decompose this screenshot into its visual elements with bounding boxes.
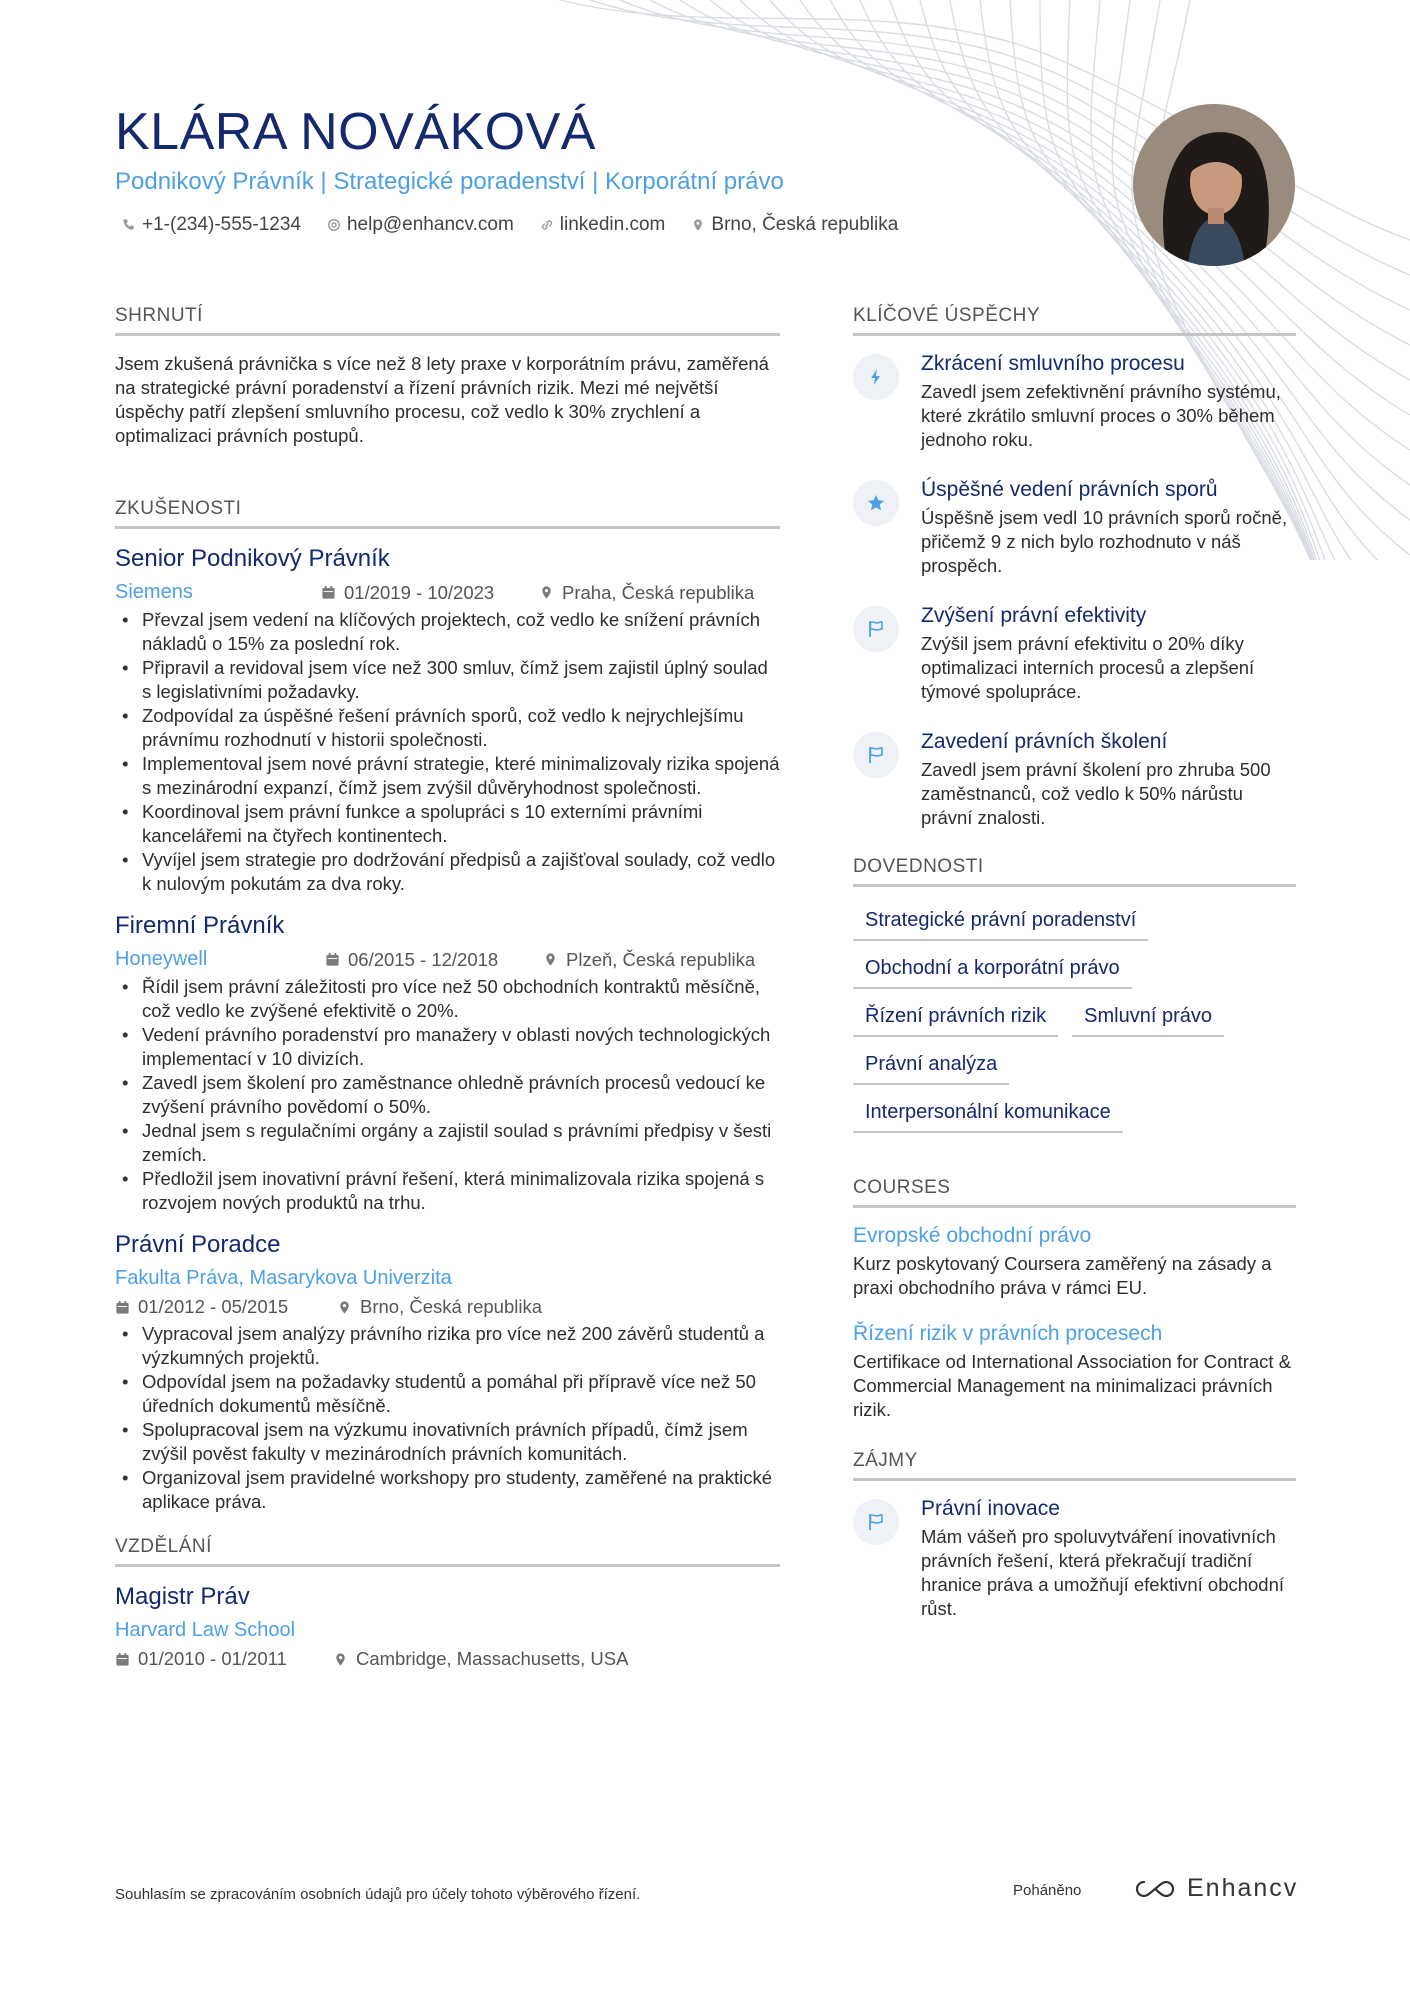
summary-text: Jsem zkušená právnička s více než 8 lety praxe v korporátním právu, zaměřená na strategické právní poradenství a řízení právních rizik. Mezi mé největší úspěchy patří zlepšení smluvního procesu, což vedlo k 30% zrychlení a optimalizaci právních postupů. bbox=[115, 353, 769, 446]
interest-title: Právní inovace bbox=[921, 1497, 1060, 1520]
job-location bbox=[337, 1296, 542, 1318]
job-bullet: • Předložil jsem inovativní právní řešení, která minimalizovala rizika spojená s rozvojem nových produktů na trhu. bbox=[115, 1167, 780, 1215]
course-desc: Kurz poskytovaný Coursera zaměřený na zásady a praxi obchodního práva v rámci EU. bbox=[853, 1253, 1272, 1298]
calendar-icon bbox=[115, 1300, 130, 1315]
infinity-logo-icon bbox=[1133, 1878, 1177, 1900]
job-meta bbox=[115, 1296, 780, 1318]
job-dates bbox=[115, 1296, 337, 1318]
profile-photo bbox=[1133, 104, 1295, 266]
job-bullet: • Jednal jsem s regulačními orgány a zajistil soulad s právními předpisy v šesti zemích. bbox=[115, 1119, 780, 1167]
job-entry bbox=[115, 912, 780, 1215]
job-bullet: • Zavedl jsem školení pro zaměstnance ohledně právních procesů vedoucí ke zvýšení právního povědomí o 50%. bbox=[115, 1071, 780, 1119]
calendar-icon bbox=[325, 952, 340, 967]
powered-by-label: Poháněno bbox=[1013, 1882, 1082, 1899]
achievement-item bbox=[853, 352, 1296, 452]
achievements-heading: KLÍČOVÉ ÚSPĚCHY bbox=[853, 305, 1296, 336]
email-text: help@enhancv.com bbox=[346, 214, 514, 235]
skill-tag: Obchodní a korporátní právo bbox=[853, 951, 1132, 989]
achievement-title: Úspěšné vedení právních sporů bbox=[921, 478, 1218, 501]
achievement-icon-wrap bbox=[853, 606, 899, 652]
bolt-icon bbox=[866, 367, 886, 387]
at-icon bbox=[327, 218, 341, 232]
job-location-text: Praha, Česká republika bbox=[562, 581, 755, 603]
job-bullet: • Spolupracoval jsem na výzkumu inovativních právních případů, čímž jsem zvýšil pověst fakulty v mezinárodních právních komunitách. bbox=[115, 1418, 780, 1466]
portrait-avatar bbox=[1133, 104, 1295, 266]
job-location bbox=[543, 949, 755, 971]
location-pin-icon bbox=[691, 218, 705, 232]
candidate-name: KLÁRA NOVÁKOVÁ bbox=[115, 103, 596, 161]
job-bullet: • Organizoval jsem pravidelné workshopy pro studenty, zaměřené na praktické aplikace práva. bbox=[115, 1466, 780, 1514]
flag-icon bbox=[866, 745, 886, 765]
achievement-icon-wrap bbox=[853, 732, 899, 778]
job-title: Senior Podnikový Právník bbox=[115, 545, 390, 572]
education-dates-text: 01/2010 - 01/2011 bbox=[138, 1648, 287, 1669]
interest-desc: Mám vášeň pro spoluvytváření inovativních právních řešení, která překračují tradiční hranice práva a umožňují efektivní obchodní růst. bbox=[921, 1526, 1285, 1619]
courses-heading: COURSES bbox=[853, 1177, 1296, 1208]
job-dates bbox=[325, 949, 543, 971]
achievement-desc: Zavedl jsem zefektivnění právního systému, které zkrátilo smluvní proces o 30% během jednoho roku. bbox=[921, 381, 1281, 450]
right-column bbox=[853, 305, 1296, 1647]
skills-heading: DOVEDNOSTI bbox=[853, 856, 1296, 887]
job-company: Fakulta Práva, Masarykova Univerzita bbox=[115, 1267, 452, 1289]
job-bullets bbox=[115, 608, 780, 896]
job-title: Právní Poradce bbox=[115, 1231, 281, 1258]
job-meta bbox=[115, 948, 780, 971]
location-pin-icon bbox=[543, 952, 558, 967]
job-dates-text: 06/2015 - 12/2018 bbox=[348, 948, 499, 970]
skills-list bbox=[853, 903, 1296, 1133]
skills-section bbox=[853, 856, 1296, 1133]
job-title: Firemní Právník bbox=[115, 912, 285, 939]
location-pin-icon bbox=[337, 1300, 352, 1315]
job-company: Siemens bbox=[115, 581, 193, 603]
job-bullet: • Řídil jsem právní záležitosti pro více než 50 obchodních kontraktů měsíčně, což vedlo ke zvýšené efektivitě o 20%. bbox=[115, 975, 780, 1023]
job-meta bbox=[115, 581, 780, 604]
job-bullet: • Implementoval jsem nové právní strategie, které minimalizovaly rizika spojená s mezinárodní expanzí, čímž jsem zvýšil důvěryhodnost společnosti. bbox=[115, 752, 780, 800]
skill-tag: Řízení právních rizik bbox=[853, 999, 1058, 1037]
star-icon bbox=[866, 493, 886, 513]
education-heading: VZDĚLÁNÍ bbox=[115, 1536, 780, 1567]
education-location-text: Cambridge, Massachusetts, USA bbox=[356, 1648, 629, 1669]
job-entry bbox=[115, 545, 780, 896]
achievement-item bbox=[853, 730, 1296, 830]
summary-heading: SHRNUTÍ bbox=[115, 305, 780, 336]
contact-linkedin[interactable] bbox=[540, 214, 666, 236]
experience-section bbox=[115, 498, 780, 1514]
education-school: Harvard Law School bbox=[115, 1619, 296, 1641]
job-bullet: • Vypracoval jsem analýzy právního rizika pro více než 200 závěrů studentů a výzkumných projektů. bbox=[115, 1322, 780, 1370]
brand-name: Enhancv bbox=[1187, 1874, 1299, 1902]
experience-heading: ZKUŠENOSTI bbox=[115, 498, 780, 529]
job-dates-text: 01/2012 - 05/2015 bbox=[138, 1296, 289, 1317]
interests-heading: ZÁJMY bbox=[853, 1450, 1296, 1481]
contact-bar bbox=[122, 214, 898, 236]
achievement-title: Zvýšení právní efektivity bbox=[921, 604, 1147, 627]
job-bullet: • Koordinoval jsem právní funkce a spolupráci s 10 externími právními kancelářemi na čtyřech kontinentech. bbox=[115, 800, 780, 848]
achievements-section bbox=[853, 305, 1296, 830]
achievement-title: Zkrácení smluvního procesu bbox=[921, 352, 1185, 375]
skill-tag: Smluvní právo bbox=[1072, 999, 1224, 1037]
consent-note: Souhlasím se zpracováním osobních údajů pro účely tohoto výběrového řízení. bbox=[115, 1886, 641, 1903]
candidate-headline: Podnikový Právník | Strategické poradenství | Korporátní právo bbox=[115, 168, 784, 195]
job-bullets bbox=[115, 1322, 780, 1514]
job-location bbox=[539, 582, 754, 604]
phone-text: +1-(234)-555-1234 bbox=[142, 214, 301, 235]
job-bullet: • Zodpovídal za úspěšné řešení právních sporů, což vedlo k nejrychlejšímu právnímu rozhodnutí v historii společnosti. bbox=[115, 704, 780, 752]
calendar-icon bbox=[321, 585, 336, 600]
job-bullet: • Vedení právního poradenství pro manažery v oblasti nových technologických implementací v 10 divizích. bbox=[115, 1023, 780, 1071]
brand-logo[interactable] bbox=[1133, 1874, 1298, 1903]
skill-tag: Právní analýza bbox=[853, 1047, 1009, 1085]
achievement-title: Zavedení právních školení bbox=[921, 730, 1168, 753]
course-title: Evropské obchodní právo bbox=[853, 1224, 1092, 1247]
achievement-item bbox=[853, 478, 1296, 578]
education-location bbox=[333, 1648, 628, 1670]
interests-section bbox=[853, 1450, 1296, 1621]
contact-phone[interactable] bbox=[122, 214, 301, 236]
calendar-icon bbox=[115, 1652, 130, 1667]
interest-item bbox=[853, 1497, 1296, 1621]
achievement-desc: Zvýšil jsem právní efektivitu o 20% díky optimalizaci interních procesů a zlepšení týmové spolupráce. bbox=[921, 633, 1255, 702]
job-dates-text: 01/2019 - 10/2023 bbox=[344, 581, 495, 603]
job-bullet: • Připravil a revidoval jsem více než 300 smluv, čímž jsem zajistil úplný soulad s legislativními požadavky. bbox=[115, 656, 780, 704]
course-desc: Certifikace od International Association for Contract & Commercial Management na minimalizaci právních rizik. bbox=[853, 1351, 1292, 1420]
job-entry bbox=[115, 1231, 780, 1514]
job-bullet: • Vyvíjel jsem strategie pro dodržování předpisů a zajišťoval soulady, což vedlo k nulovým pokutám za dva roky. bbox=[115, 848, 780, 896]
education-degree: Magistr Práv bbox=[115, 1583, 250, 1610]
courses-section bbox=[853, 1177, 1296, 1422]
left-column bbox=[115, 305, 780, 1670]
linkedin-text: linkedin.com bbox=[559, 214, 666, 235]
achievement-item bbox=[853, 604, 1296, 704]
course-item bbox=[853, 1322, 1296, 1422]
location-pin-icon bbox=[333, 1652, 348, 1667]
job-company: Honeywell bbox=[115, 948, 208, 970]
link-icon bbox=[540, 218, 554, 232]
interest-icon-wrap bbox=[853, 1499, 899, 1545]
job-dates bbox=[321, 582, 539, 604]
location-pin-icon bbox=[539, 585, 554, 600]
contact-location bbox=[691, 214, 898, 236]
achievement-desc: Úspěšně jsem vedl 10 právních sporů ročně, přičemž 9 z nich bylo rozhodnuto v náš prospěch. bbox=[921, 507, 1288, 576]
summary-section bbox=[115, 305, 780, 448]
education-section bbox=[115, 1536, 780, 1670]
achievement-icon-wrap bbox=[853, 354, 899, 400]
achievement-icon-wrap bbox=[853, 480, 899, 526]
flag-icon bbox=[866, 619, 886, 639]
achievement-desc: Zavedl jsem právní školení pro zhruba 500 zaměstnanců, což vedlo k 50% nárůstu právní znalosti. bbox=[921, 759, 1271, 828]
education-dates bbox=[115, 1648, 333, 1670]
flag-icon bbox=[866, 1512, 886, 1532]
job-bullets bbox=[115, 975, 780, 1215]
phone-icon bbox=[122, 218, 136, 232]
job-location-text: Plzeň, Česká republika bbox=[566, 948, 756, 970]
contact-email[interactable] bbox=[327, 214, 514, 236]
job-bullet: • Odpovídal jsem na požadavky studentů a pomáhal při přípravě více než 50 úředních dokumentů měsíčně. bbox=[115, 1370, 780, 1418]
course-title: Řízení rizik v právních procesech bbox=[853, 1322, 1163, 1345]
job-bullet: • Převzal jsem vedení na klíčových projektech, což vedlo ke snížení právních nákladů o 15% za poslední rok. bbox=[115, 608, 780, 656]
education-meta bbox=[115, 1648, 780, 1670]
skill-tag: Interpersonální komunikace bbox=[853, 1095, 1123, 1133]
job-location-text: Brno, Česká republika bbox=[360, 1296, 543, 1317]
course-item bbox=[853, 1224, 1296, 1300]
location-text: Brno, Česká republika bbox=[711, 214, 899, 235]
skill-tag: Strategické právní poradenství bbox=[853, 903, 1148, 941]
